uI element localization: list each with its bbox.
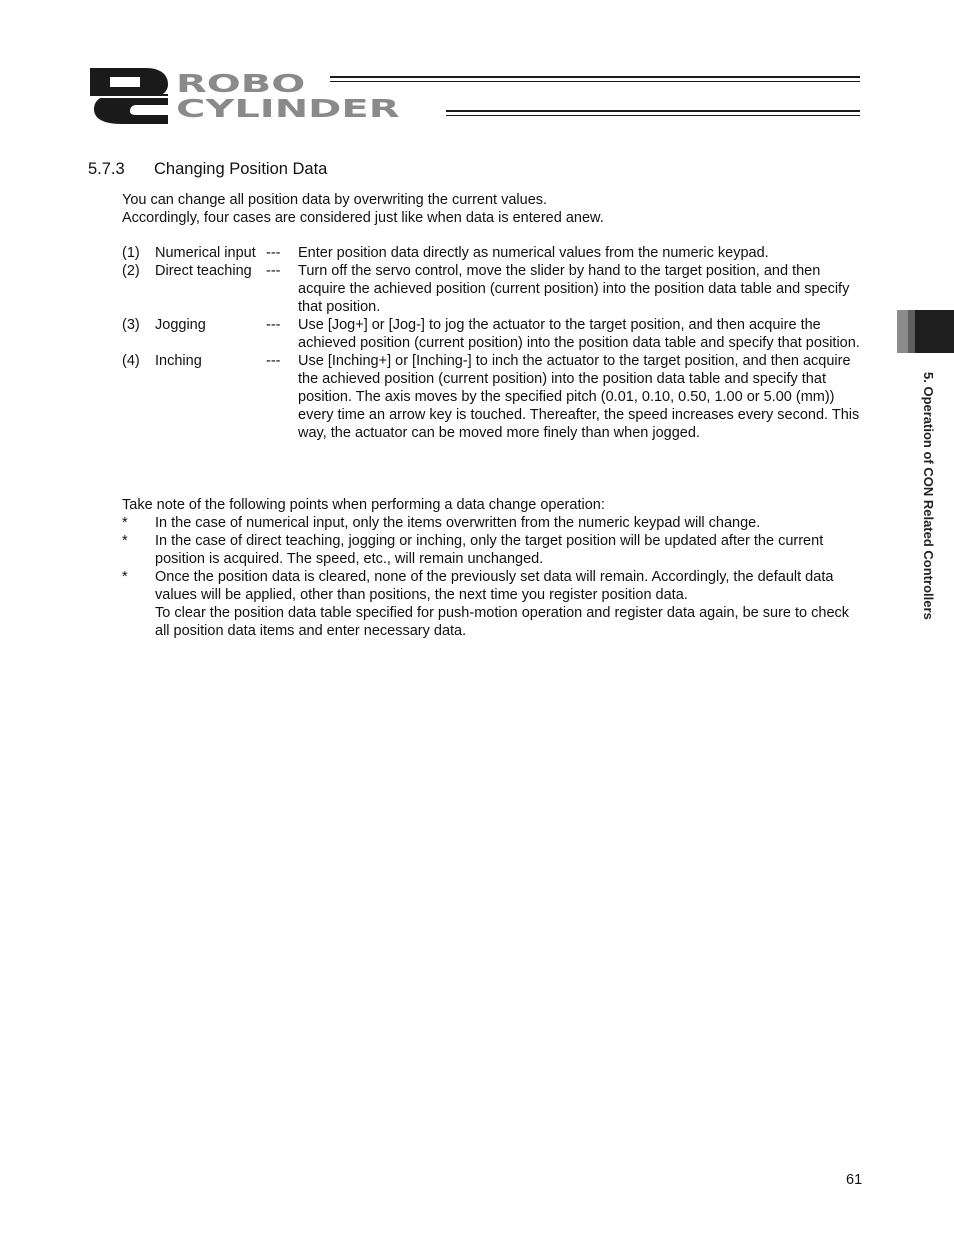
intro-line: You can change all position data by overwriting the current values. [122, 192, 548, 208]
item-label: Inching [155, 353, 202, 369]
section-title: Changing Position Data [154, 160, 328, 178]
bullet-asterisk: * [122, 569, 128, 585]
note-text: Once the position data is cleared, none of the previously set data will remain. Accordingly, the default data values will be applied, other than positions, the next time you register position data. [155, 569, 834, 603]
item-number: (4) [122, 353, 140, 369]
item-description: Enter position data directly as numerical values from the numeric keypad. [298, 245, 769, 261]
list-item [122, 352, 862, 442]
header-rule-top [330, 76, 860, 82]
chapter-side-label [920, 372, 936, 672]
item-number: (2) [122, 263, 140, 279]
note-extra-text: To clear the position data table specified for push-motion operation and register data again, be sure to check all position data items and enter necessary data. [155, 605, 850, 639]
section-number: 5.7.3 [88, 160, 125, 178]
note-item [122, 532, 862, 568]
item-label: Direct teaching [155, 263, 252, 279]
change-methods-list [122, 244, 862, 442]
item-number: (3) [122, 317, 140, 333]
list-item [122, 244, 862, 262]
note-item [122, 514, 862, 532]
section-heading [88, 160, 327, 179]
page-header [88, 66, 860, 126]
item-description: Turn off the servo control, move the slider by hand to the target position, and then acquire the achieved position (current position) into the position data table and specify that position. [298, 263, 850, 315]
intro-line: Accordingly, four cases are considered just like when data is entered anew. [122, 210, 604, 226]
list-item [122, 262, 862, 316]
item-label: Numerical input [155, 245, 256, 261]
intro-paragraph [122, 191, 862, 227]
note-text: In the case of numerical input, only the items overwritten from the numeric keypad will change. [155, 515, 761, 531]
page-number: 61 [846, 1172, 863, 1188]
note-item [122, 568, 862, 604]
item-separator: --- [266, 263, 281, 279]
item-separator: --- [266, 317, 281, 333]
item-description: Use [Inching+] or [Inching-] to inch the actuator to the target position, and then acquire the achieved position (current position) into the position data table and specify that position. The axis moves by the specified pitch (0.01, 0.10, 0.50, 1.00 or 5.00 (mm)) every time an arrow key is touched. Thereafter, the speed increases every second. This way, the actuator can be moved more finely than when jogged. [298, 353, 860, 441]
list-item [122, 316, 862, 352]
item-separator: --- [266, 353, 281, 369]
chapter-label-text: 5. Operation of CON Related Controllers [921, 372, 936, 620]
logo-text-cylinder: CYLINDER [176, 94, 400, 123]
note-item [122, 604, 862, 640]
note-text: In the case of direct teaching, jogging or inching, only the target position will be updated after the current position is acquired. The speed, etc., will remain unchanged. [155, 533, 824, 567]
bullet-asterisk: * [122, 533, 128, 549]
rc-logo-icon [88, 68, 170, 124]
item-number: (1) [122, 245, 140, 261]
header-rule-bottom [446, 110, 860, 116]
bullet-asterisk: * [122, 515, 128, 531]
notes-section [122, 496, 862, 640]
notes-lead: Take note of the following points when performing a data change operation: [122, 497, 605, 513]
chapter-tab-marker [897, 310, 954, 353]
logo-text-robo: ROBO [176, 69, 306, 98]
item-separator: --- [266, 245, 281, 261]
item-label: Jogging [155, 317, 206, 333]
item-description: Use [Jog+] or [Jog-] to jog the actuator to the target position, and then acquire the achieved position (current position) into the position data table and specify that position. [298, 317, 860, 351]
